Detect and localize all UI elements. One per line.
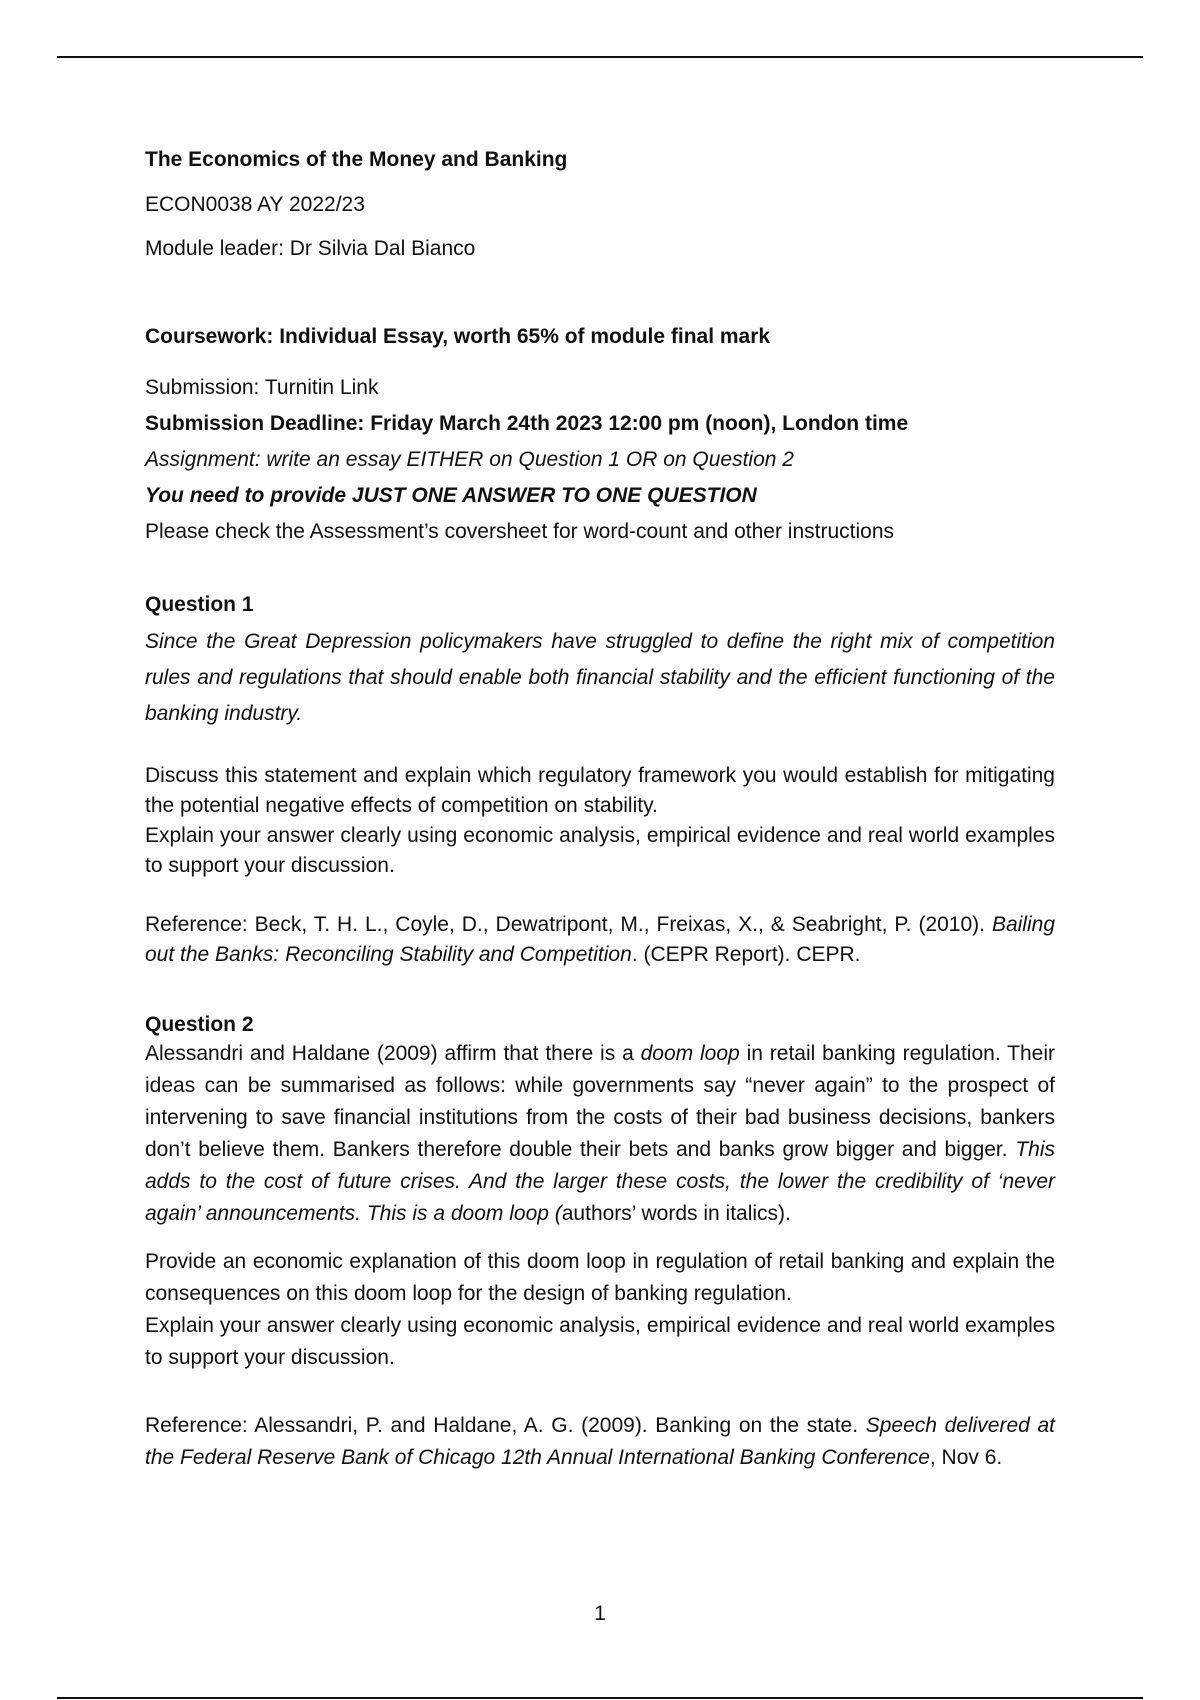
question-1-heading: Question 1 [145,593,254,616]
coursework-title: Coursework: Individual Essay, worth 65% of module final mark [145,325,771,348]
assignment-instruction: Assignment: write an essay EITHER on Question 1 OR on Question 2 [145,448,794,471]
course-code: ECON0038 AY 2022/23 [145,193,365,216]
q2-intro-part-b: in retail banking regulation. Their ideas can be summarised as follows: while governments say “never again” to the prospect of intervening to save financial institutions from the costs of their bad business decisions, bankers don’t believe them. Bankers therefore double their bets and banks grow bigger and bigger. [145,1042,1055,1161]
reference-1-authors: Reference: Beck, T. H. L., Coyle, D., Dewatripont, M., Freixas, X., & Seabright, P. (2010). [145,913,992,936]
page-number: 1 [594,1602,606,1625]
question-1-reference [145,910,1055,970]
q2-intro-end: authors’ words in italics). [561,1202,791,1225]
q2-intro-part-a: Alessandri and Haldane (2009) affirm that there is a [145,1042,641,1065]
question-1-statement: Since the Great Depression policymakers have struggled to define the right mix of competition rules and regulations that should enable both financial stability and the efficient functioning of the banking industry. [145,630,1055,725]
reference-2-authors: Reference: Alessandri, P. and Haldane, A. G. (2009). Banking on the state. [145,1414,866,1437]
module-leader: Module leader: Dr Silvia Dal Bianco [145,237,476,260]
question-2-explain: Explain your answer clearly using economic analysis, empirical evidence and real world examples to support your discussion. [145,1314,1055,1369]
question-2-provide: Provide an economic explanation of this doom loop in regulation of retail banking and explain the consequences on this doom loop for the design of banking regulation. [145,1250,1055,1305]
one-answer-notice: You need to provide JUST ONE ANSWER TO ONE QUESTION [145,484,757,507]
reference-2-venue: Speech delivered at the Federal Reserve Bank of Chicago 12th Annual International Banking Conference [145,1414,1055,1469]
course-title: The Economics of the Money and Banking [145,148,568,171]
question-1-discuss: Discuss this statement and explain which regulatory framework you would establish for mitigating the potential negative effects of competition on stability. [145,764,1055,817]
q2-doom-loop-term: doom loop [640,1042,740,1065]
question-1-explain: Explain your answer clearly using economic analysis, empirical evidence and real world examples to support your discussion. [145,824,1055,877]
bottom-rule [57,1697,1143,1699]
question-2-statement [145,1038,1055,1230]
reference-1-title: Bailing out the Banks: Reconciling Stability and Competition [145,913,1055,966]
top-rule [57,56,1143,58]
question-2-reference [145,1410,1055,1474]
coversheet-notice: Please check the Assessment’s coversheet for word-count and other instructions [145,520,894,543]
question-2-heading: Question 2 [145,1013,254,1036]
reference-1-source: . (CEPR Report). CEPR. [631,943,861,966]
submission-deadline: Submission Deadline: Friday March 24th 2023 12:00 pm (noon), London time [145,412,909,435]
reference-2-date: , Nov 6. [929,1446,1003,1469]
submission-info: Submission: Turnitin Link [145,376,379,399]
q2-intro-italic-quote: This adds to the cost of future crises. And the larger these costs, the lower the credibility of ‘never again’ announcements. This is a doom loop ( [145,1138,1055,1225]
